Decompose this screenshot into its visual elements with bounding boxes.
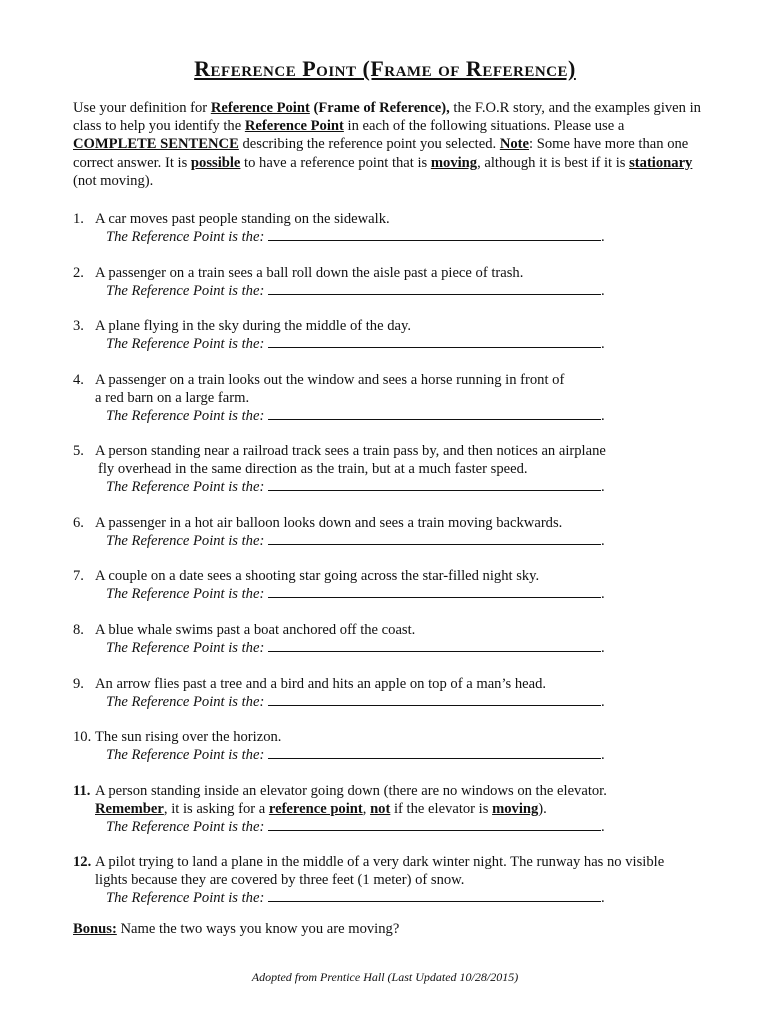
answer-blank[interactable] bbox=[268, 533, 601, 545]
answer-line: The Reference Point is the: . bbox=[106, 819, 605, 835]
question-item: 3. A plane flying in the sky during the middle of the day. The Reference Point is the: . bbox=[73, 317, 713, 353]
question-item: 7. A couple on a date sees a shooting star going across the star-filled night sky. The Reference Point is the: . bbox=[73, 567, 713, 603]
question-item: 6. A passenger in a hot air balloon looks down and sees a train moving backwards. The Reference Point is the: . bbox=[73, 514, 713, 550]
question-item: 8. A blue whale swims past a boat anchored off the coast. The Reference Point is the: . bbox=[73, 621, 713, 657]
answer-line: The Reference Point is the: . bbox=[106, 336, 605, 352]
question-item: 11. A person standing inside an elevator going down (there are no windows on the elevator. Remember, it is asking for a reference point, not if the elevator is moving). The Reference Point is the: . bbox=[73, 782, 713, 836]
term-complete-sentence: COMPLETE SENTENCE bbox=[73, 136, 239, 153]
term-frame-of-reference: Frame of Reference), bbox=[318, 100, 450, 116]
term-moving: moving bbox=[430, 154, 478, 171]
question-item: 5. A person standing near a railroad track sees a train pass by, and then notices an airplane fly overhead in the same direction as the train, but at a much faster speed. The Reference Point is the: . bbox=[73, 442, 713, 496]
answer-blank[interactable] bbox=[268, 336, 601, 348]
answer-line: The Reference Point is the: . bbox=[106, 586, 605, 602]
answer-blank[interactable] bbox=[268, 819, 601, 831]
answer-line: The Reference Point is the: . bbox=[106, 229, 605, 245]
answer-blank[interactable] bbox=[268, 408, 601, 420]
bonus-question: Bonus: Name the two ways you know you are moving? bbox=[73, 921, 400, 937]
answer-line: The Reference Point is the: . bbox=[106, 640, 605, 656]
answer-blank[interactable] bbox=[268, 640, 601, 652]
answer-line: The Reference Point is the: . bbox=[106, 694, 605, 710]
answer-blank[interactable] bbox=[268, 229, 601, 241]
term-reference-point: Reference Point bbox=[210, 100, 310, 116]
question-item: 9. An arrow flies past a tree and a bird and hits an apple on top of a man’s head. The Reference Point is the: . bbox=[73, 675, 713, 711]
answer-blank[interactable] bbox=[268, 479, 601, 491]
answer-blank[interactable] bbox=[268, 890, 601, 902]
answer-line: The Reference Point is the: . bbox=[106, 890, 605, 906]
answer-blank[interactable] bbox=[268, 283, 601, 295]
question-item: 4. A passenger on a train looks out the window and sees a horse running in front of a red barn on a large farm. The Reference Point is the: . bbox=[73, 371, 713, 425]
term-stationary: stationary bbox=[629, 154, 693, 171]
answer-line: The Reference Point is the: . bbox=[106, 283, 605, 299]
footer-credit: Adopted from Prentice Hall (Last Updated 10/28/2015) bbox=[251, 970, 519, 984]
answer-blank[interactable] bbox=[268, 747, 601, 759]
term-reference-point: Reference Point bbox=[244, 118, 344, 135]
question-item: 10. The sun rising over the horizon. The Reference Point is the: . bbox=[73, 728, 713, 764]
answer-line: The Reference Point is the: . bbox=[106, 408, 605, 424]
answer-line: The Reference Point is the: . bbox=[106, 479, 605, 495]
instructions-paragraph: Use your definition for Reference Point (Frame of Reference), the F.O.R story, and the examples given in class to help you identify the Reference Point in each of the following situations. Please use a COMPLETE SENTENCE describing the reference point you selected. Note: Some have more than one correct answer. It is possible to have a reference point that is moving, although it is best if it is stationary (not moving). bbox=[73, 100, 701, 189]
question-item: 12. A pilot trying to land a plane in the middle of a very dark winter night. The runway has no visible lights because they are covered by three feet (1 meter) of snow. The Reference Point is the: . bbox=[73, 853, 713, 907]
answer-blank[interactable] bbox=[268, 586, 601, 598]
answer-line: The Reference Point is the: . bbox=[106, 533, 605, 549]
answer-line: The Reference Point is the: . bbox=[106, 747, 605, 763]
page-title: Reference Point (Frame of Reference) bbox=[194, 56, 576, 81]
term-note: Note bbox=[499, 136, 529, 153]
question-item: 2. A passenger on a train sees a ball roll down the aisle past a piece of trash. The Reference Point is the: . bbox=[73, 264, 713, 300]
answer-blank[interactable] bbox=[268, 694, 601, 706]
question-item: 1. A car moves past people standing on the sidewalk. The Reference Point is the: . bbox=[73, 210, 713, 246]
term-possible: possible bbox=[190, 154, 241, 171]
